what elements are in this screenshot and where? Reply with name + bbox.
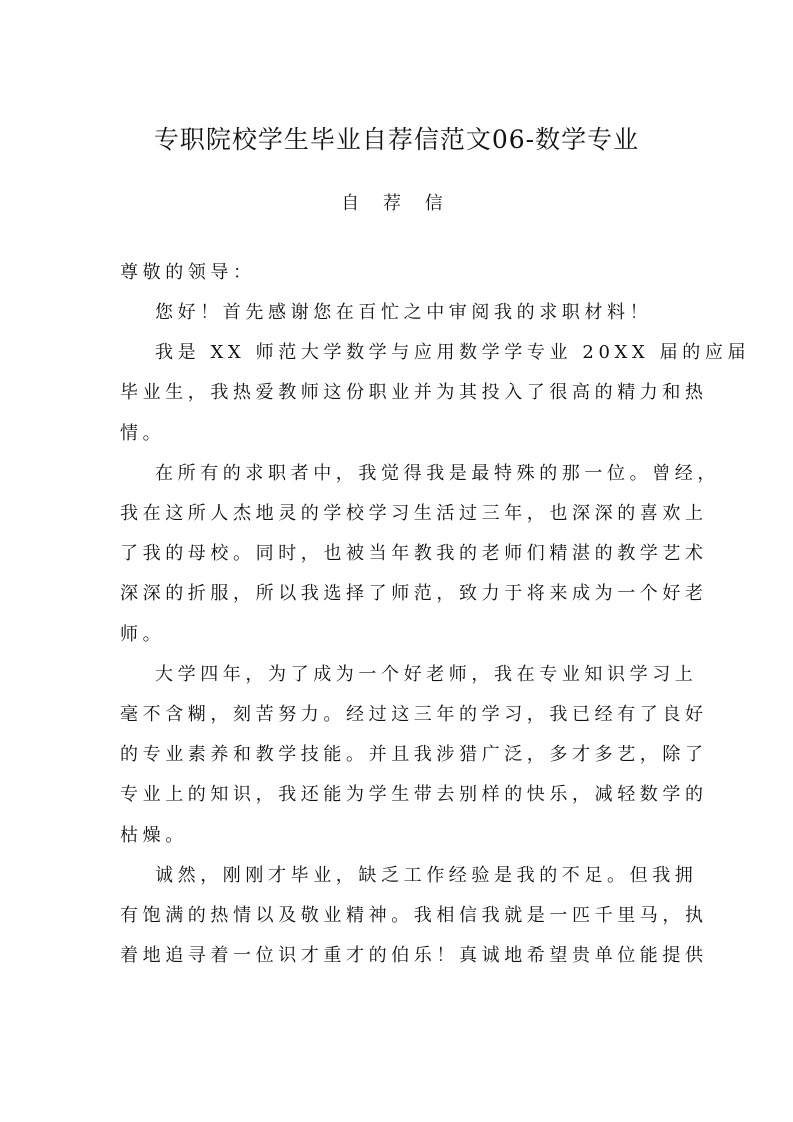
body-line: 毫不含糊，刻苦努力。经过这三年的学习，我已经有了良好 xyxy=(120,704,708,725)
body-line: 我在这所人杰地灵的学校学习生活过三年，也深深的喜欢上 xyxy=(120,503,708,524)
body-line: 着地追寻着一位识才重才的伯乐！真诚地希望贵单位能提供 xyxy=(120,945,708,967)
document-subtitle: 自 荐 信 xyxy=(341,193,452,214)
body-line: 的专业素养和教学技能。并且我涉猎广泛，多才多艺，除了 xyxy=(120,744,708,766)
salutation: 尊敬的领导： xyxy=(120,262,256,283)
body-line: 师。 xyxy=(120,623,166,645)
body-line: 您好！首先感谢您在百忙之中审阅我的求职材料！ xyxy=(155,302,653,323)
body-line: 专业上的知识，我还能为学生带去别样的快乐，减轻数学的 xyxy=(120,784,708,806)
body-line: 大学四年，为了成为一个好老师，我在专业知识学习上 xyxy=(155,663,698,685)
body-line: 毕业生，我热爱教师这份职业并为其投入了很高的精力和热 xyxy=(120,382,708,404)
document-title: 专职院校学生毕业自荐信范文06-数学专业 xyxy=(153,125,640,154)
body-line: 了我的母校。同时，也被当年教我的老师们精湛的教学艺术 xyxy=(120,543,708,565)
body-line: 在所有的求职者中，我觉得我是最特殊的那一位。曾经， xyxy=(155,462,720,484)
body-line: 深深的折服，所以我选择了师范，致力于将来成为一个好老 xyxy=(120,583,708,605)
body-line: 有饱满的热情以及敬业精神。我相信我就是一匹千里马，执 xyxy=(120,905,708,926)
body-line: 情。 xyxy=(120,422,166,444)
body-line: 枯燥。 xyxy=(120,824,188,846)
body-line: 我是 XX 师范大学数学与应用数学学专业 20XX 届的应届 xyxy=(155,342,751,364)
body-line: 诚然，刚刚才毕业，缺乏工作经验是我的不足。但我拥 xyxy=(155,864,698,886)
